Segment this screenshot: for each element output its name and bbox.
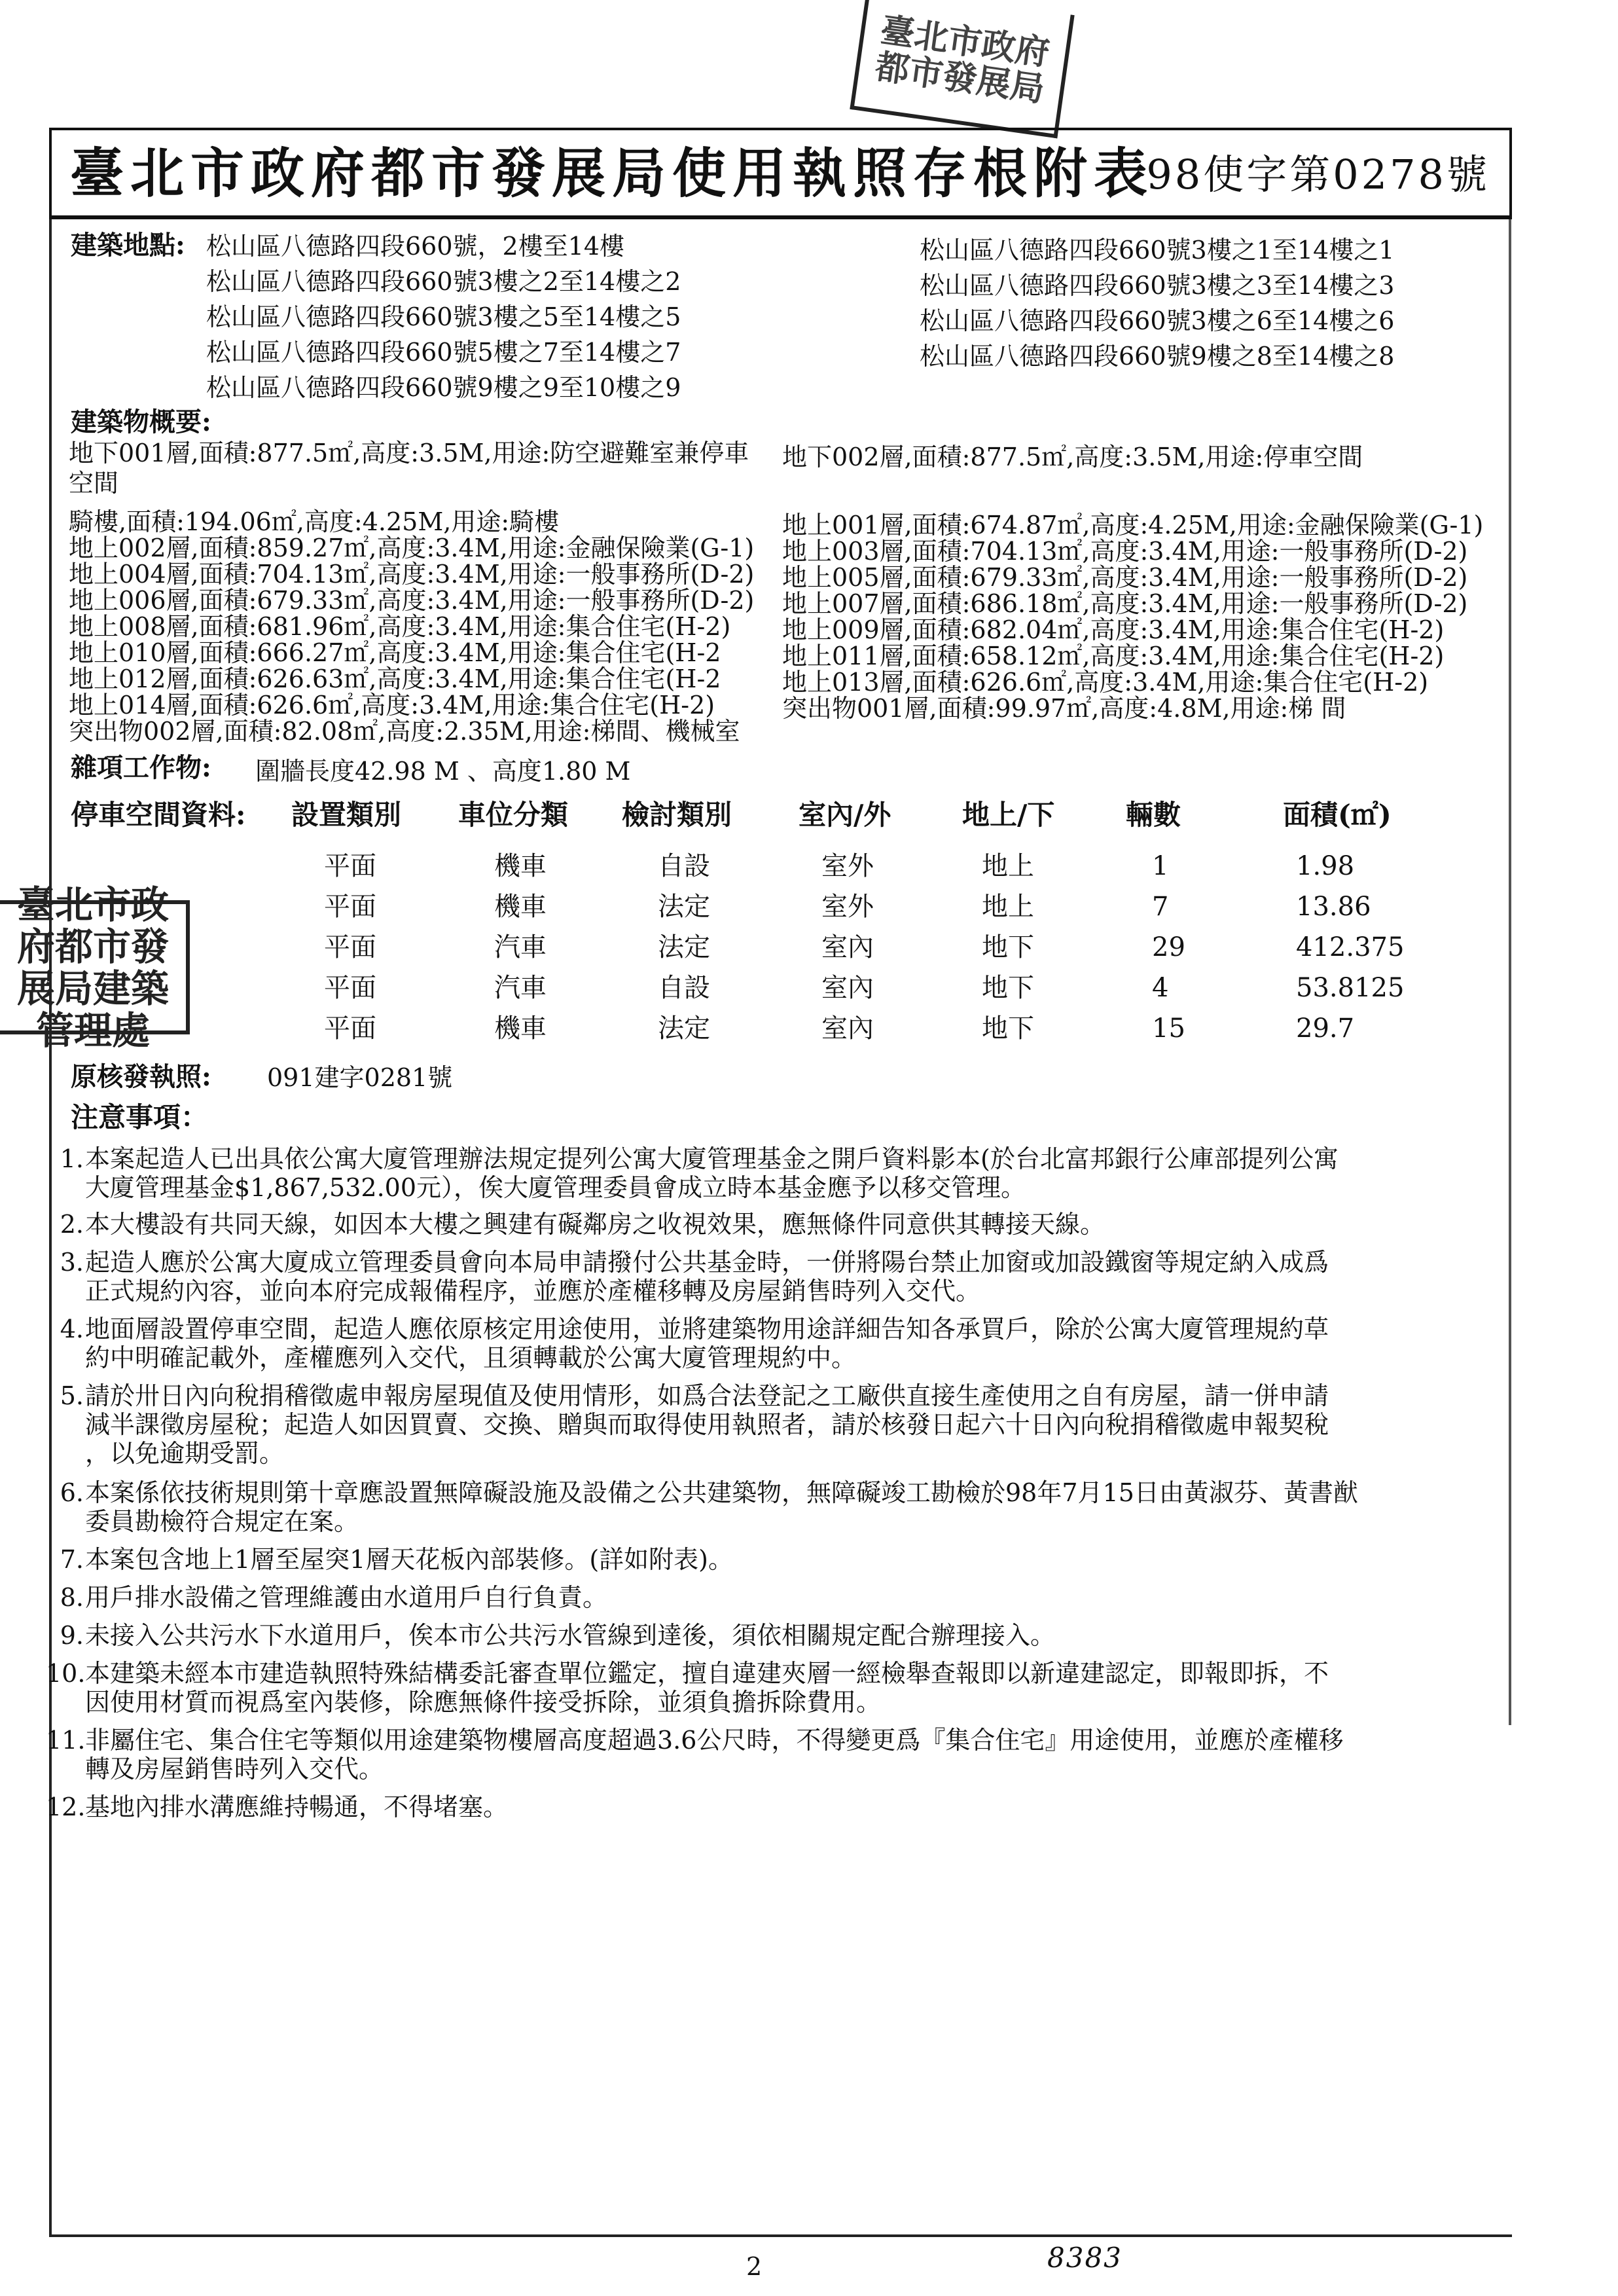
- floor-line: 地上004層,面積:704.13㎡,高度:3.4M,用途:一般事務所(D-2): [69, 560, 755, 589]
- note-line: 請於卅日內向稅捐稽徵處申報房屋現值及使用情形，如爲合法登記之工廠供直接生產使用之自有房屋，請一併申請: [85, 1381, 1329, 1410]
- original-permit-label: 原核發執照:: [71, 1061, 211, 1092]
- parking-row: [0, 850, 1505, 889]
- parking-header-cell: 車位分類: [458, 799, 569, 831]
- note-line: 本案係依技術規則第十章應設置無障礙設施及設備之公共建築物，無障礙竣工勘檢於98年7月15日由黃淑芬、黃書猷: [85, 1478, 1358, 1507]
- parking-row: [0, 1012, 1505, 1051]
- note-line: ，以免逾期受罰。: [85, 1439, 285, 1468]
- floor-line: 地上002層,面積:859.27㎡,高度:3.4M,用途:金融保險業(G-1): [69, 534, 755, 562]
- parking-cell: 15: [1152, 1013, 1185, 1044]
- note-item: [60, 1248, 1486, 1305]
- page-title: 臺北市政府都市發展局使用執照存根附表: [70, 142, 1155, 205]
- note-line: 本案起造人已出具依公寓大廈管理辦法規定提列公寓大廈管理基金之開戶資料影本(於台北富邦銀行公庫部提列公寓: [85, 1144, 1339, 1173]
- original-permit-value: 091建字0281號: [267, 1063, 453, 1092]
- parking-cell: 法定: [658, 892, 710, 922]
- basement-line: 地下001層,面積:877.5㎡,高度:3.5M,用途:防空避難室兼停車: [69, 439, 749, 467]
- note-number: 5.: [60, 1381, 84, 1410]
- note-line: 本建築未經本市建造執照特殊結構委託審查單位鑑定，擅自違建夾層一經檢舉查報即以新違建認定，即報即拆，不: [85, 1659, 1329, 1688]
- note-line: 因使用材質而視爲室內裝修，除應無條件接受拆除，並須負擔拆除費用。: [85, 1688, 882, 1717]
- note-item: [46, 1726, 1486, 1783]
- parking-cell: 7: [1152, 892, 1169, 922]
- note-item: [60, 1583, 1486, 1612]
- floor-line: 地上007層,面積:686.18㎡,高度:3.4M,用途:一般事務所(D-2): [782, 589, 1468, 618]
- parking-header-cell: 地上/下: [962, 799, 1055, 831]
- floor-line: 地上008層,面積:681.96㎡,高度:3.4M,用途:集合住宅(H-2): [69, 612, 731, 641]
- address-label: 建築地點:: [71, 230, 185, 261]
- notes-label: 注意事項：: [71, 1101, 209, 1133]
- parking-header-cell: 設置類別: [291, 799, 402, 831]
- note-item: [60, 1478, 1486, 1536]
- parking-cell: 自設: [658, 973, 710, 1003]
- note-number: 10.: [46, 1659, 86, 1688]
- floor-line: 地上010層,面積:666.27㎡,高度:3.4M,用途:集合住宅(H-2: [69, 638, 721, 667]
- note-line: 轉及房屋銷售時列入交代。: [85, 1755, 384, 1783]
- parking-cell: 平面: [324, 892, 376, 922]
- parking-cell: 1.98: [1296, 851, 1355, 881]
- address-line: 松山區八德路四段660號3樓之3至14樓之3: [920, 271, 1395, 300]
- right-border-line: [1509, 219, 1511, 1725]
- note-line: 基地內排水溝應維持暢通，不得堵塞。: [85, 1793, 509, 1821]
- parking-header-row: [0, 799, 1505, 838]
- floor-line: 地上013層,面積:626.6㎡,高度:3.4M,用途:集合住宅(H-2): [782, 668, 1429, 697]
- note-number: 2.: [60, 1210, 84, 1239]
- top-seal-text: 臺北市政府都市發展局: [872, 10, 1052, 110]
- parking-cell: 地下: [982, 932, 1034, 962]
- parking-header-cell: 面積(㎡): [1283, 799, 1392, 831]
- note-line: 正式規約內容，並向本府完成報備程序，並應於產權移轉及房屋銷售時列入交代。: [85, 1277, 981, 1305]
- note-item: [46, 1659, 1486, 1717]
- note-item: [60, 1545, 1486, 1574]
- floor-line: 地上006層,面積:679.33㎡,高度:3.4M,用途:一般事務所(D-2): [69, 586, 755, 615]
- note-line: 未接入公共污水下水道用戶，俟本市公共污水管線到達後，須依相關規定配合辦理接入。: [85, 1621, 1056, 1650]
- note-line: 非屬住宅、集合住宅等類似用途建築物樓層高度超過3.6公尺時，不得變更爲『集合住宅』用途使用，並應於產權移: [85, 1726, 1344, 1755]
- permit-number: 98使字第0278號: [1146, 151, 1490, 198]
- floor-line: 突出物001層,面積:99.97㎡,高度:4.8M,用途:梯 間: [782, 694, 1346, 723]
- address-line: 松山區八德路四段660號，2樓至14樓: [206, 232, 625, 261]
- left-seal-text: 臺北市政府都市發展局建築管理處: [16, 882, 169, 1053]
- parking-cell: 機車: [494, 892, 547, 922]
- floor-line: 地上014層,面積:626.6㎡,高度:3.4M,用途:集合住宅(H-2): [69, 691, 715, 720]
- note-number: 4.: [60, 1315, 84, 1343]
- note-line: 減半課徵房屋稅；起造人如因買賣、交換、贈與而取得使用執照者，請於核發日起六十日內向稅捐稽徵處申報契稅: [85, 1410, 1329, 1439]
- floor-line: 地上003層,面積:704.13㎡,高度:3.4M,用途:一般事務所(D-2): [782, 537, 1468, 566]
- note-line: 本案包含地上1層至屋突1層天花板內部裝修。(詳如附表)。: [85, 1545, 734, 1574]
- parking-row: [0, 890, 1505, 930]
- note-number: 7.: [60, 1545, 84, 1574]
- top-seal-stamp: [850, 0, 1074, 138]
- parking-cell: 室內: [821, 1013, 874, 1044]
- parking-row: [0, 972, 1505, 1011]
- note-number: 6.: [60, 1478, 84, 1507]
- parking-cell: 平面: [324, 1013, 376, 1044]
- parking-cell: 平面: [324, 932, 376, 962]
- note-item: [60, 1210, 1486, 1239]
- note-line: 用戶排水設備之管理維護由水道用戶自行負責。: [85, 1583, 608, 1612]
- header-box: [49, 128, 1512, 219]
- parking-cell: 29.7: [1296, 1013, 1355, 1044]
- note-item: [60, 1621, 1486, 1650]
- building-summary-label: 建築物概要:: [71, 407, 211, 437]
- page-number: 2: [746, 2252, 763, 2281]
- parking-header-cell: 檢討類別: [622, 799, 732, 831]
- parking-row: [0, 931, 1505, 970]
- note-line: 起造人應於公寓大廈成立管理委員會向本局申請撥付公共基金時，一併將陽台禁止加窗或加設鐵窗等規定納入成爲: [85, 1248, 1329, 1277]
- address-line: 松山區八德路四段660號5樓之7至14樓之7: [206, 338, 681, 367]
- parking-header-cell: 輛數: [1126, 799, 1181, 831]
- note-number: 11.: [46, 1726, 86, 1755]
- address-line: 松山區八德路四段660號9樓之9至10樓之9: [206, 373, 681, 402]
- address-line: 松山區八德路四段660號3樓之6至14樓之6: [920, 306, 1395, 335]
- parking-cell: 法定: [658, 932, 710, 962]
- parking-cell: 地下: [982, 973, 1034, 1003]
- note-line: 約中明確記載外，產權應列入交代，且須轉載於公寓大廈管理規約中。: [85, 1343, 857, 1372]
- parking-cell: 地下: [982, 1013, 1034, 1044]
- floor-line: 騎樓,面積:194.06㎡,高度:4.25M,用途:騎樓: [69, 507, 560, 536]
- parking-label: 停車空間資料:: [71, 799, 246, 831]
- parking-cell: 機車: [494, 851, 547, 881]
- parking-cell: 機車: [494, 1013, 547, 1044]
- note-line: 委員勘檢符合規定在案。: [85, 1507, 359, 1536]
- note-number: 1.: [60, 1144, 84, 1173]
- parking-cell: 1: [1152, 851, 1169, 881]
- note-line: 地面層設置停車空間，起造人應依原核定用途使用，並將建築物用途詳細告知各承買戶，除於公寓大廈管理規約草: [85, 1315, 1329, 1343]
- parking-cell: 13.86: [1296, 892, 1371, 922]
- parking-cell: 地上: [982, 892, 1034, 922]
- address-line: 松山區八德路四段660號3樓之5至14樓之5: [206, 302, 681, 331]
- address-line: 松山區八德路四段660號3樓之2至14樓之2: [206, 267, 681, 296]
- parking-cell: 汽車: [494, 932, 547, 962]
- basement-line: 空間: [69, 469, 119, 498]
- left-seal-stamp: [0, 882, 190, 1053]
- address-line: 松山區八德路四段660號3樓之1至14樓之1: [920, 236, 1395, 264]
- note-number: 9.: [60, 1621, 84, 1650]
- parking-cell: 412.375: [1296, 932, 1405, 962]
- address-line: 松山區八德路四段660號9樓之8至14樓之8: [920, 342, 1395, 371]
- parking-cell: 室內: [821, 973, 874, 1003]
- basement-line: 地下002層,面積:877.5㎡,高度:3.5M,用途:停車空間: [782, 443, 1363, 471]
- parking-cell: 4: [1152, 973, 1169, 1003]
- parking-cell: 自設: [658, 851, 710, 881]
- parking-cell: 53.8125: [1296, 973, 1405, 1003]
- floor-line: 地上005層,面積:679.33㎡,高度:3.4M,用途:一般事務所(D-2): [782, 563, 1468, 592]
- note-number: 3.: [60, 1248, 84, 1277]
- parking-header-cell: 室內/外: [799, 799, 891, 831]
- note-item: [60, 1381, 1486, 1468]
- note-number: 12.: [46, 1793, 86, 1821]
- parking-cell: 29: [1152, 932, 1185, 962]
- parking-cell: 平面: [324, 851, 376, 881]
- floor-line: 地上009層,面積:682.04㎡,高度:3.4M,用途:集合住宅(H-2): [782, 615, 1445, 644]
- note-number: 8.: [60, 1583, 84, 1612]
- parking-cell: 地上: [982, 851, 1034, 881]
- note-item: [60, 1144, 1486, 1202]
- floor-line: 地上011層,面積:658.12㎡,高度:3.4M,用途:集合住宅(H-2): [782, 642, 1445, 670]
- note-item: [60, 1315, 1486, 1372]
- floor-line: 突出物002層,面積:82.08㎡,高度:2.35M,用途:梯間、機械室: [69, 717, 740, 746]
- floor-line: 地上012層,面積:626.63㎡,高度:3.4M,用途:集合住宅(H-2: [69, 665, 721, 693]
- parking-cell: 汽車: [494, 973, 547, 1003]
- parking-cell: 法定: [658, 1013, 710, 1044]
- parking-cell: 室外: [821, 851, 874, 881]
- parking-cell: 室外: [821, 892, 874, 922]
- misc-works-value: 圍牆長度42.98 M 、高度1.80 M: [255, 757, 631, 786]
- parking-cell: 室內: [821, 932, 874, 962]
- note-item: [46, 1793, 1486, 1821]
- parking-cell: 平面: [324, 973, 376, 1003]
- note-line: 本大樓設有共同天線，如因本大樓之興建有礙鄰房之收視效果，應無條件同意供其轉接天線。: [85, 1210, 1106, 1239]
- misc-works-label: 雜項工作物:: [71, 752, 211, 783]
- note-line: 大廈管理基金$1,867,532.00元），俟大廈管理委員會成立時本基金應予以移交管理。: [85, 1173, 1026, 1202]
- floor-line: 地上001層,面積:674.87㎡,高度:4.25M,用途:金融保險業(G-1): [782, 511, 1484, 539]
- bottom-border-line: [49, 2234, 1512, 2237]
- receipt-mark: 8383: [1047, 2242, 1123, 2274]
